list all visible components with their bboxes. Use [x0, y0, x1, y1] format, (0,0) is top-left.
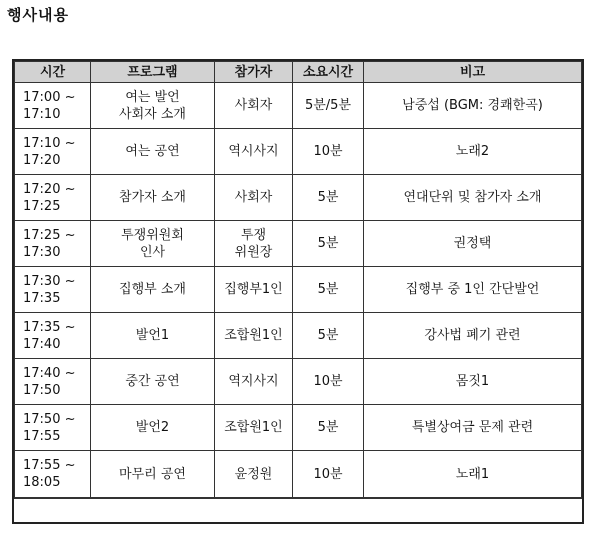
program-cell: 투쟁위원회 인사 — [91, 221, 215, 267]
duration-cell: 10분 — [293, 451, 364, 498]
participant-cell: 사회자 — [215, 175, 293, 221]
note-cell: 집행부 중 1인 간단발언 — [364, 267, 582, 313]
program-cell: 여는 발언 사회자 소개 — [91, 83, 215, 129]
duration-cell: 10분 — [293, 129, 364, 175]
time-cell: 17:55 ~ 18:05 — [15, 451, 91, 498]
table-row — [15, 405, 582, 451]
table-row — [15, 451, 582, 498]
duration-cell: 5분 — [293, 175, 364, 221]
time-cell: 17:35 ~ 17:40 — [15, 313, 91, 359]
note-cell: 특별상여금 문제 관련 — [364, 405, 582, 451]
duration-cell: 5분 — [293, 221, 364, 267]
participant-cell: 역지사지 — [215, 359, 293, 405]
participant-cell: 역시사지 — [215, 129, 293, 175]
time-cell: 17:50 ~ 17:55 — [15, 405, 91, 451]
time-cell: 17:00 ~ 17:10 — [15, 83, 91, 129]
note-cell: 노래1 — [364, 451, 582, 498]
participant-cell: 조합원1인 — [215, 313, 293, 359]
note-cell: 몸짓1 — [364, 359, 582, 405]
program-cell: 발언2 — [91, 405, 215, 451]
duration-cell: 10분 — [293, 359, 364, 405]
table-row — [15, 267, 582, 313]
header-note: 비고 — [364, 62, 582, 83]
duration-cell: 5분/5분 — [293, 83, 364, 129]
schedule-table — [12, 59, 584, 524]
time-cell: 17:30 ~ 17:35 — [15, 267, 91, 313]
participant-cell: 조합원1인 — [215, 405, 293, 451]
header-row — [15, 62, 582, 83]
program-cell: 참가자 소개 — [91, 175, 215, 221]
time-cell: 17:10 ~ 17:20 — [15, 129, 91, 175]
table-row — [15, 359, 582, 405]
program-cell: 중간 공연 — [91, 359, 215, 405]
participant-cell: 집행부1인 — [215, 267, 293, 313]
program-cell: 발언1 — [91, 313, 215, 359]
page-title: 행사내용 — [7, 6, 69, 24]
duration-cell: 5분 — [293, 313, 364, 359]
duration-cell: 5분 — [293, 405, 364, 451]
program-cell: 마무리 공연 — [91, 451, 215, 498]
table-row — [15, 175, 582, 221]
empty-footer-row — [14, 498, 582, 516]
time-cell: 17:20 ~ 17:25 — [15, 175, 91, 221]
note-cell: 강사법 폐기 관련 — [364, 313, 582, 359]
program-cell: 여는 공연 — [91, 129, 215, 175]
time-cell: 17:25 ~ 17:30 — [15, 221, 91, 267]
participant-cell: 투쟁 위원장 — [215, 221, 293, 267]
note-cell: 남중섭 (BGM: 경쾌한곡) — [364, 83, 582, 129]
table-row — [15, 221, 582, 267]
participant-cell: 윤정원 — [215, 451, 293, 498]
program-cell: 집행부 소개 — [91, 267, 215, 313]
header-program: 프로그램 — [91, 62, 215, 83]
header-time: 시간 — [15, 62, 91, 83]
note-cell: 권정택 — [364, 221, 582, 267]
note-cell: 노래2 — [364, 129, 582, 175]
table-row — [15, 83, 582, 129]
header-participant: 참가자 — [215, 62, 293, 83]
note-cell: 연대단위 및 참가자 소개 — [364, 175, 582, 221]
duration-cell: 5분 — [293, 267, 364, 313]
time-cell: 17:40 ~ 17:50 — [15, 359, 91, 405]
schedule-grid — [14, 61, 582, 498]
header-duration: 소요시간 — [293, 62, 364, 83]
participant-cell: 사회자 — [215, 83, 293, 129]
table-row — [15, 129, 582, 175]
table-row — [15, 313, 582, 359]
